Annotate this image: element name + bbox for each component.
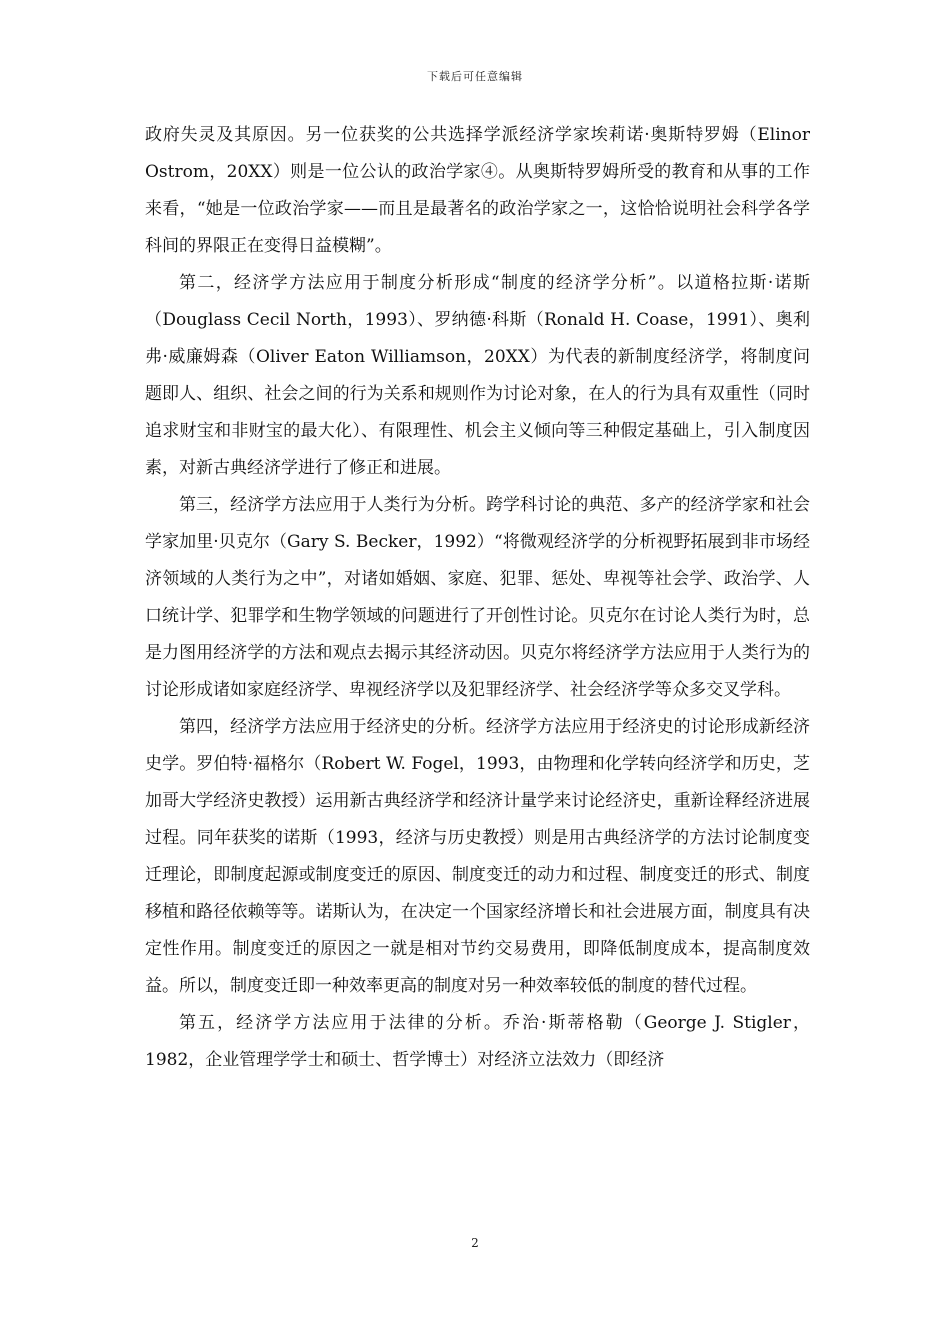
paragraph-law-analysis: 第五，经济学方法应用于法律的分析。乔治·斯蒂格勒（George J. Stigler，1982，企业管理学学士和硕士、哲学博士）对经济立法效力（即经济 bbox=[145, 1013, 810, 1070]
document-body bbox=[145, 117, 810, 1079]
page-number: 2 bbox=[471, 1236, 479, 1250]
paragraph-institutional-analysis: 第二，经济学方法应用于制度分析形成“制度的经济学分析”。以道格拉斯·诺斯（Douglass Cecil North，1993）、罗纳德·科斯（Ronald H. Coase，1991）、奥利弗·威廉姆森（Oliver Eaton Williamson，20XX）为代表的新制度经济学，将制度问题即人、组织、社会之间的行为关系和规则作为讨论对象，在人的行为具有双重性（同时追求财宝和非财宝的最大化）、有限理性、机会主义倾向等三种假定基础上，引入制度因素，对新古典经济学进行了修正和进展。 bbox=[145, 273, 810, 478]
page-header: 下载后可任意编辑 bbox=[427, 70, 523, 83]
paragraph-human-behavior: 第三，经济学方法应用于人类行为分析。跨学科讨论的典范、多产的经济学家和社会学家加里·贝克尔（Gary S. Becker，1992）“将微观经济学的分析视野拓展到非市场经济领域的人类行为之中”，对诸如婚姻、家庭、犯罪、惩处、卑视等社会学、政治学、人口统计学、犯罪学和生物学领域的问题进行了开创性讨论。贝克尔在讨论人类行为时，总是力图用经济学的方法和观点去揭示其经济动因。贝克尔将经济学方法应用于人类行为的讨论形成诸如家庭经济学、卑视经济学以及犯罪经济学、社会经济学等众多交叉学科。 bbox=[145, 495, 810, 700]
paragraph-continuation: 政府失灵及其原因。另一位获奖的公共选择学派经济学家埃莉诺·奥斯特罗姆（Elinor Ostrom，20XX）则是一位公认的政治学家④。从奥斯特罗姆所受的教育和从事的工作来看，“她是一位政治学家——而且是最著名的政治学家之一，这恰恰说明社会科学各学科间的界限正在变得日益模糊”。 bbox=[145, 125, 810, 256]
paragraph-economic-history: 第四，经济学方法应用于经济史的分析。经济学方法应用于经济史的讨论形成新经济史学。罗伯特·福格尔（Robert W. Fogel，1993，由物理和化学转向经济学和历史，芝加哥大学经济史教授）运用新古典经济学和经济计量学来讨论经济史，重新诠释经济进展过程。同年获奖的诺斯（1993，经济与历史教授）则是用古典经济学的方法讨论制度变迁理论，即制度起源或制度变迁的原因、制度变迁的动力和过程、制度变迁的形式、制度移植和路径依赖等等。诺斯认为，在决定一个国家经济增长和社会进展方面，制度具有决定性作用。制度变迁的原因之一就是相对节约交易费用，即降低制度成本，提高制度效益。所以，制度变迁即一种效率更高的制度对另一种效率较低的制度的替代过程。 bbox=[145, 717, 810, 996]
